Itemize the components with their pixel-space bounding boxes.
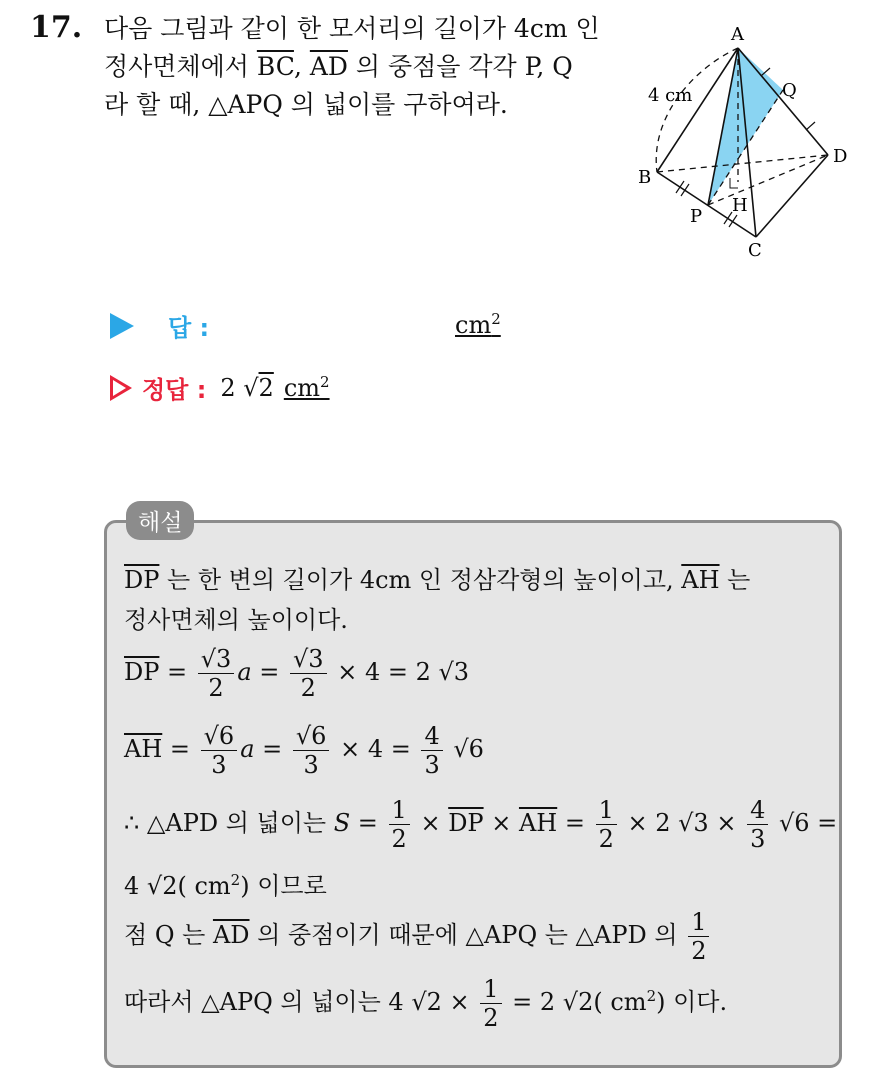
label-p: P [690, 206, 703, 227]
fraction: $\frac{1}{2}$ [480, 975, 501, 1032]
solution-line-5: ∴ △APD 의 넓이는 S = $\frac{1}{2}$ × $\overline{DP} \times \overline{AH}$ = $\frac{1}{2}$ × 2 √3 × $\frac{4}{3}$ √6 = [124, 796, 838, 853]
fraction: $\frac{√6}{3}$ [293, 722, 330, 779]
tick-bp-2 [681, 184, 689, 196]
solution-line-1: $\overline{DP}$ 는 한 변의 길이가 4cm 인 정삼각형의 높이이고, $\overline{AH}$ 는 [124, 566, 751, 594]
solution-line-4: $\overline{AH}$ = $\frac{√6}{3}$ a = $\frac{√6}{3}$ × 4 = $\frac{4}{3}$ √6 [124, 722, 484, 779]
tick-pc-1 [724, 212, 732, 224]
fraction: $\frac{1}{2}$ [688, 908, 709, 965]
label-edge-length: 4 cm [648, 85, 693, 106]
stem-text: 다음 그림과 같이 한 모서리의 길이가 4cm 인 [104, 14, 600, 43]
problem-stem [104, 10, 614, 124]
fraction: $\frac{√3}{2}$ [198, 645, 235, 702]
stem-line-2 [104, 48, 614, 86]
tick-bp-1 [676, 181, 684, 193]
tetrahedron-figure [630, 20, 860, 270]
label-h: H [732, 195, 748, 216]
label-q: Q [782, 80, 797, 101]
solution-line-7: 점 Q 는 $\overline{AD}$ 의 중점이기 때문에 △APQ 는 △APD 의 $\frac{1}{2}$ [124, 908, 712, 965]
solution-tag: 해설 [126, 501, 194, 540]
segment-ad: $\overline{AD}$ [309, 52, 348, 81]
play-triangle-icon [110, 313, 134, 339]
solution-line-3: $\overline{DP}$ = $\frac{√3}{2}$ a = $\frac{√3}{2}$ × 4 = 2 √3 [124, 645, 470, 702]
answer-label: 답 : [168, 314, 210, 342]
answer-row [110, 308, 501, 343]
tick-qd [806, 122, 815, 130]
solution-line-8: 따라서 △APQ 의 넓이는 4 √2 × $\frac{1}{2}$ = 2 √2( $cm^2$) 이다. [124, 975, 728, 1032]
segment-bc: $\overline{BC}$ [256, 52, 294, 81]
fraction: $\frac{√6}{3}$ [201, 722, 238, 779]
fraction: $\frac{√3}{2}$ [290, 645, 327, 702]
stem-text: 정사면체에서 [104, 52, 257, 81]
edge-bd-hidden [657, 155, 828, 172]
label-d: D [833, 146, 848, 167]
stem-text: 라 할 때, △APQ 의 넓이를 구하여라. [104, 90, 508, 119]
correct-row [110, 370, 330, 405]
correct-label: 정답 : [142, 376, 207, 404]
correct-value: 2 √2 $cm^2$ [220, 373, 330, 402]
fraction: $\frac{1}{2}$ [596, 796, 617, 853]
label-c: C [748, 240, 762, 261]
solution-line-6: 4 √2( $cm^2$) 이므로 [124, 871, 327, 900]
label-b: B [638, 167, 652, 188]
problem-number: 17. [30, 10, 83, 45]
solution-line-2: 정사면체의 높이이다. [124, 606, 348, 634]
stem-line-3 [104, 86, 614, 124]
edge-cd [756, 155, 828, 237]
stem-line-1 [104, 10, 614, 48]
answer-unit: $cm^2$ [455, 310, 501, 339]
stem-text: 의 중점을 각각 P, Q [347, 52, 573, 81]
stem-text: , [293, 52, 310, 81]
right-angle-mark [730, 178, 738, 188]
fraction: $\frac{1}{2}$ [389, 796, 410, 853]
label-a: A [731, 24, 744, 45]
fraction: $\frac{4}{3}$ [421, 722, 442, 779]
outline-triangle-icon [110, 375, 132, 401]
fraction: $\frac{4}{3}$ [747, 796, 768, 853]
